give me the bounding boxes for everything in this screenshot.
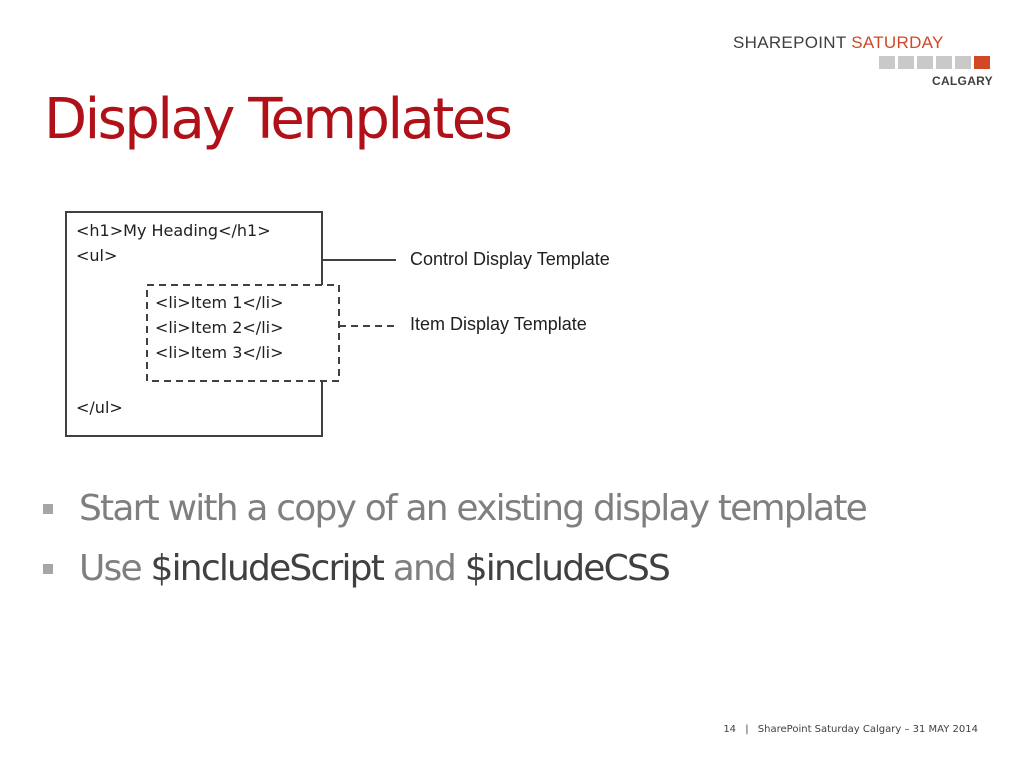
footer-text: SharePoint Saturday Calgary – 31 MAY 2014	[757, 724, 978, 735]
code-line-item-1: <li>Item 1</li>	[155, 293, 284, 312]
square-bullet-icon	[43, 504, 53, 514]
code-line-item-2: <li>Item 2</li>	[155, 318, 284, 337]
logo-wordmark	[733, 34, 944, 52]
bullet-text-pre: Use	[79, 548, 151, 589]
code-line-ul-close: </ul>	[76, 398, 123, 417]
sharepoint-saturday-logo	[733, 34, 993, 90]
square-bullet-icon	[43, 564, 53, 574]
control-display-template-label: Control Display Template	[410, 249, 610, 269]
code-line-ul-open: <ul>	[76, 246, 118, 265]
bullet-text	[79, 546, 669, 592]
logo-squares	[879, 56, 990, 69]
bullet-text: Start with a copy of an existing display template	[79, 488, 866, 529]
code-line-h1: <h1>My Heading</h1>	[76, 221, 271, 240]
logo-city: CALGARY	[932, 74, 993, 88]
footer-separator: |	[745, 724, 749, 735]
slide-footer	[723, 724, 978, 735]
include-css-keyword: $includeCSS	[464, 548, 670, 589]
include-script-keyword: $includeScript	[150, 548, 384, 589]
logo-text-sharepoint: SHAREPOINT	[733, 33, 852, 52]
item-display-template-label: Item Display Template	[410, 314, 587, 334]
bullet-text-mid: and	[383, 548, 465, 589]
slide-title: Display Templates	[44, 87, 511, 152]
logo-text-saturday: SATURDAY	[851, 33, 944, 52]
code-line-item-3: <li>Item 3</li>	[155, 343, 284, 362]
page-number: 14	[723, 724, 737, 735]
